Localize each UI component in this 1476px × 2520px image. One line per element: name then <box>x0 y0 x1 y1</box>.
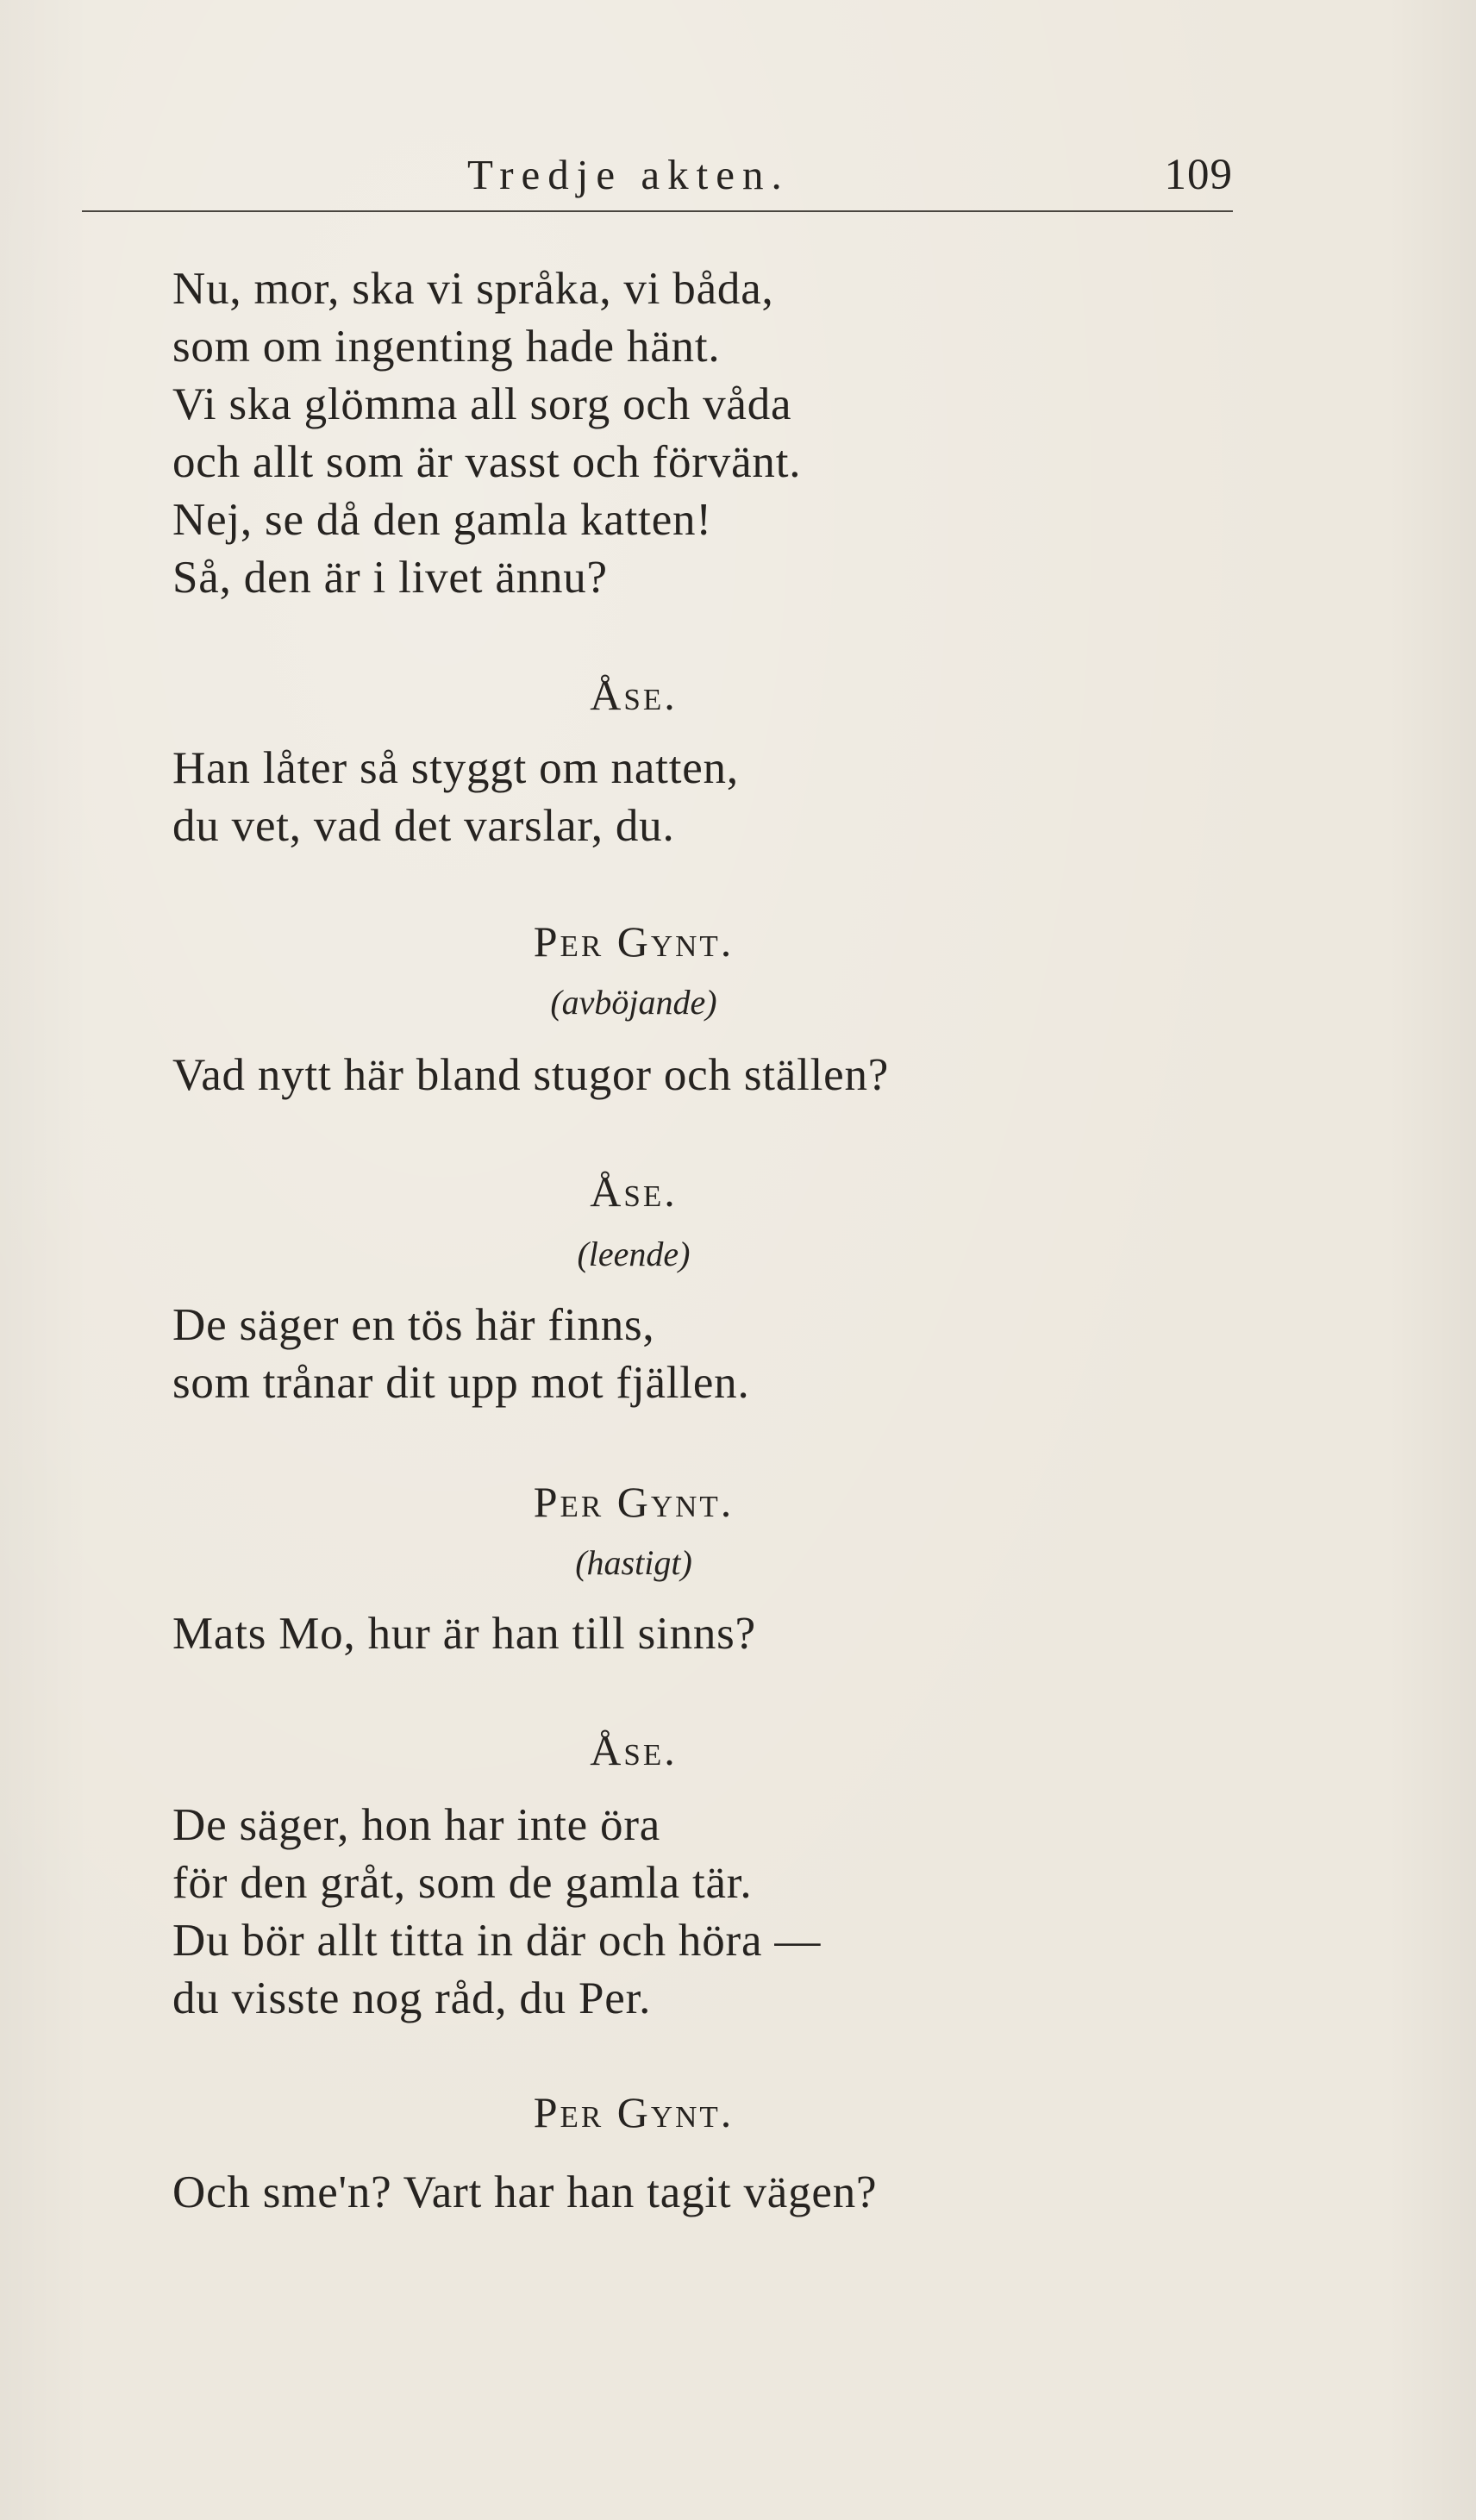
verse-line: Mats Mo, hur är han till sinns? <box>172 1609 756 1659</box>
speaker-name: Per Gynt. <box>533 917 735 966</box>
verse-line: De säger, hon har inte öra <box>172 1800 661 1850</box>
verse-line: och allt som är vasst och förvänt. <box>172 437 802 487</box>
verse-line: De säger en tös här finns, <box>172 1300 655 1350</box>
verse-line: Vad nytt här bland stugor och ställen? <box>172 1050 890 1100</box>
stage-direction: (hastigt) <box>575 1543 692 1582</box>
speaker-name: Åse. <box>590 1167 678 1216</box>
speaker-name: Åse. <box>590 1726 678 1774</box>
verse-line: Nej, se då den gamla katten! <box>172 495 712 545</box>
speaker-name: Per Gynt. <box>533 1478 735 1526</box>
verse-line: Och sme'n? Vart har han tagit vägen? <box>172 2167 878 2217</box>
verse-line: Vi ska glömma all sorg och våda <box>172 379 792 429</box>
verse-block <box>172 1605 1035 1663</box>
verse-block <box>172 2164 1035 2222</box>
stage-direction: (leende) <box>577 1235 691 1273</box>
verse-block <box>172 260 1035 607</box>
verse-block <box>172 1297 1035 1412</box>
page-number: 109 <box>1164 151 1233 199</box>
running-title: Tredje akten. <box>467 151 790 198</box>
header-rule <box>82 210 1233 212</box>
verse-line: Nu, mor, ska vi språka, vi båda, <box>172 264 774 314</box>
verse-line: Så, den är i livet ännu? <box>172 553 608 603</box>
verse-line: du visste nog råd, du Per. <box>172 1973 652 2023</box>
speaker-name: Per Gynt. <box>533 2088 735 2136</box>
verse-line: Han låter så styggt om natten, <box>172 743 739 793</box>
verse-block <box>172 1797 1035 2028</box>
verse-line: du vet, vad det varslar, du. <box>172 801 675 851</box>
verse-line: för den gråt, som de gamla tär. <box>172 1858 753 1908</box>
stage-direction: (avböjande) <box>550 983 717 1022</box>
verse-block <box>172 1047 1035 1104</box>
verse-block <box>172 740 1035 855</box>
verse-line: som trånar dit upp mot fjällen. <box>172 1358 750 1408</box>
running-head <box>82 145 1233 205</box>
verse-line: Du bör allt titta in där och höra — <box>172 1916 822 1966</box>
speaker-name: Åse. <box>590 671 678 719</box>
verse-line: som om ingenting hade hänt. <box>172 322 721 372</box>
